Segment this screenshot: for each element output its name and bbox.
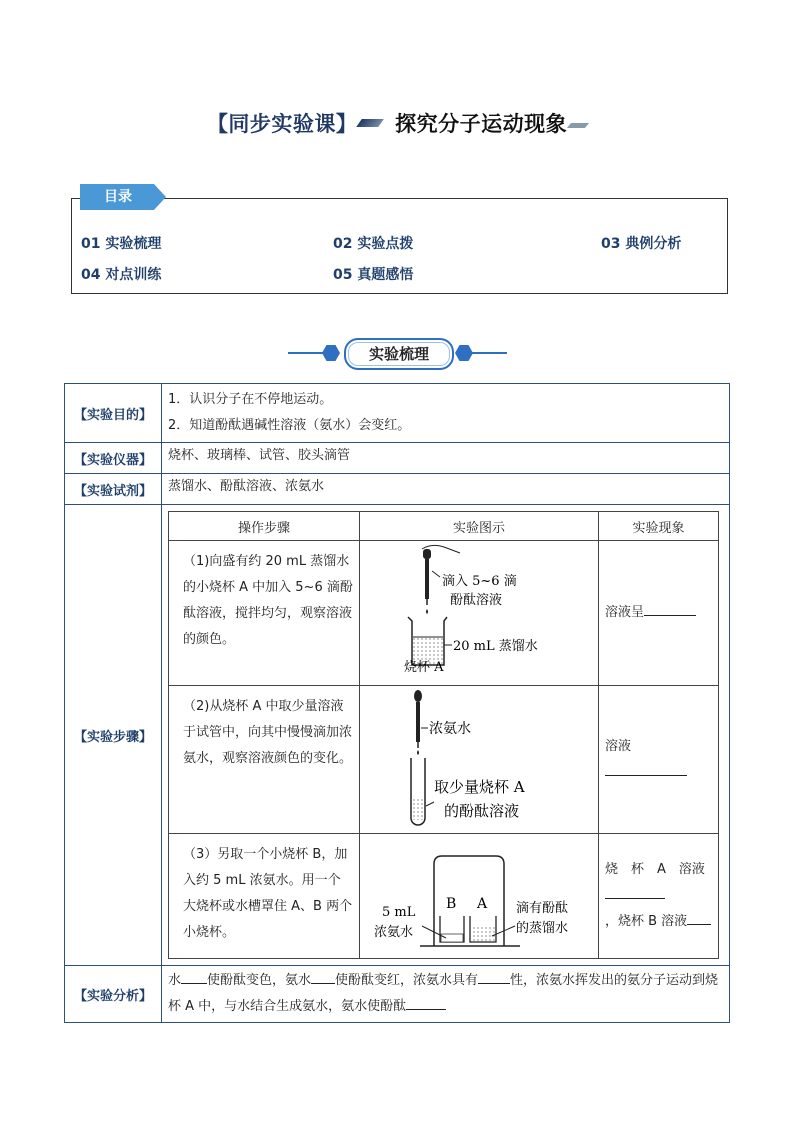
fig1-label-3: 20 mL 蒸馏水	[453, 639, 538, 654]
analysis-text-1: 水	[168, 973, 182, 988]
toc-tab-label: 目录	[104, 189, 132, 205]
steps-label: 【实验步骤】	[65, 505, 162, 966]
pointer-line-2	[426, 802, 434, 806]
toc-item-01[interactable]: 01 实验梳理	[81, 236, 162, 252]
step-3-phenomenon-b	[605, 909, 712, 935]
dropper-bulb-icon	[423, 549, 431, 559]
analysis-row	[65, 966, 730, 1023]
step-2-phenomenon	[599, 686, 719, 834]
beaker-b-liquid-icon	[441, 934, 463, 942]
experiment-table	[64, 383, 730, 1023]
step-3-operation: （3）另取一个小烧杯 B，加入约 5 mL 浓氨水。用一个大烧杯或水槽罩住 A、B 两个小烧杯。	[169, 834, 360, 959]
step-3-figure	[360, 834, 599, 959]
steps-content	[162, 505, 730, 966]
step-1-phenomenon	[599, 541, 719, 686]
fig1-label-1: 滴入 5~6 滴	[442, 574, 517, 589]
header-operation: 操作步骤	[169, 512, 360, 541]
toc-tab	[80, 184, 166, 210]
purpose-content	[162, 384, 730, 443]
reagents-row	[65, 474, 730, 505]
toc-item-05[interactable]: 05 真题感悟	[333, 267, 414, 283]
step-3-phenomenon-b-text: ，烧杯 B 溶液	[605, 914, 688, 929]
dropper-bulb-icon	[414, 690, 422, 702]
answer-blank[interactable]	[406, 995, 446, 1010]
step-row	[169, 686, 719, 834]
purpose-row	[65, 384, 730, 443]
heading-line-right	[469, 352, 507, 354]
heading-hex-left-icon	[322, 345, 340, 361]
header-phenomenon: 实验现象	[599, 512, 719, 541]
purpose-line-1: 1．认识分子在不停地运动。	[168, 392, 333, 407]
analysis-text-4: 性，浓氨水挥发出的氨分子运动到烧杯 A 中，与水结合生成氨水，氨水使酚酞	[168, 973, 719, 1014]
section-heading-label: 实验梳理	[344, 338, 454, 370]
fig2-label-3: 的酚酞溶液	[444, 802, 520, 820]
fig1-label-4: 烧杯 A	[404, 660, 444, 675]
fig3-label-left-1: 5 mL	[382, 905, 416, 920]
fig3-label-left-2: 浓氨水	[374, 925, 414, 940]
purpose-label: 【实验目的】	[65, 384, 162, 443]
beaker-dropper-diagram	[360, 541, 598, 681]
beaker-a-label: A	[477, 896, 488, 912]
heading-line-left	[288, 352, 326, 354]
beaker-a-liquid-icon	[471, 926, 495, 942]
steps-row	[65, 505, 730, 966]
step-3-phenomenon-a-text: 烧 杯 A 溶液	[605, 862, 705, 877]
pointer-line-1	[432, 571, 440, 577]
answer-blank[interactable]	[605, 761, 687, 776]
analysis-text-2: 使酚酞变色，氨水	[207, 973, 312, 988]
title-main: 探究分子运动现象	[395, 112, 568, 136]
step-3-phenomenon-a	[605, 857, 712, 909]
answer-blank[interactable]	[605, 884, 665, 899]
answer-blank[interactable]	[687, 910, 711, 925]
fig3-label-right-2: 的蒸馏水	[516, 921, 569, 936]
fig2-label-1: 浓氨水	[429, 721, 471, 737]
step-2-operation: （2)从烧杯 A 中取少量溶液于试管中，向其中慢慢滴加浓氨水，观察溶液颜色的变化。	[169, 686, 360, 834]
step-1-figure	[360, 541, 599, 686]
step-3-phenomenon	[599, 834, 719, 959]
step-1-phenomenon-text: 溶液呈	[605, 605, 645, 620]
bell-jar-diagram	[360, 834, 598, 954]
title-tail-decoration	[567, 123, 589, 128]
analysis-label: 【实验分析】	[65, 966, 162, 1023]
step-row	[169, 834, 719, 959]
step-2-phenomenon-text: 溶液	[605, 738, 632, 754]
steps-header-row	[169, 512, 719, 541]
analysis-content	[162, 966, 730, 1023]
step-row	[169, 541, 719, 686]
answer-blank[interactable]	[644, 601, 696, 616]
title-separator	[357, 119, 385, 127]
reagents-label: 【实验试剂】	[65, 474, 162, 505]
step-2-figure	[360, 686, 599, 834]
test-tube-diagram	[360, 686, 598, 829]
drop-icon	[426, 609, 428, 614]
page-title	[0, 108, 794, 138]
fig3-label-right-1: 滴有酚酞	[516, 901, 569, 916]
fig2-label-2: 取少量烧杯 A	[434, 778, 525, 796]
instruments-label: 【实验仪器】	[65, 443, 162, 474]
answer-blank[interactable]	[181, 969, 207, 984]
answer-blank[interactable]	[311, 969, 335, 984]
step-1-operation: （1)向盛有约 20 mL 蒸馏水的小烧杯 A 中加入 5~6 滴酚酞溶液，搅拌均匀，观察溶液的颜色。	[169, 541, 360, 686]
analysis-text-3: 使酚酞变红，浓氨水具有	[335, 973, 479, 988]
section-heading	[270, 338, 525, 368]
purpose-line-2: 2．知道酚酞遇碱性溶液（氨水）会变红。	[168, 418, 411, 433]
answer-blank[interactable]	[478, 969, 510, 984]
title-tag: 【同步实验课】	[206, 112, 358, 136]
steps-table	[168, 511, 719, 959]
toc-item-04[interactable]: 04 对点训练	[81, 267, 162, 283]
beaker-b-label: B	[446, 896, 457, 912]
instruments-row	[65, 443, 730, 474]
drop-icon	[417, 750, 419, 755]
toc-item-03[interactable]: 03 典例分析	[601, 236, 682, 252]
reagents-content: 蒸馏水、酚酞溶液、浓氨水	[162, 474, 730, 505]
header-figure: 实验图示	[360, 512, 599, 541]
instruments-content: 烧杯、玻璃棒、试管、胶头滴管	[162, 443, 730, 474]
fig1-label-2: 酚酞溶液	[450, 593, 503, 608]
test-tube-liquid-icon	[412, 798, 424, 820]
toc-item-02[interactable]: 02 实验点拨	[333, 236, 414, 252]
